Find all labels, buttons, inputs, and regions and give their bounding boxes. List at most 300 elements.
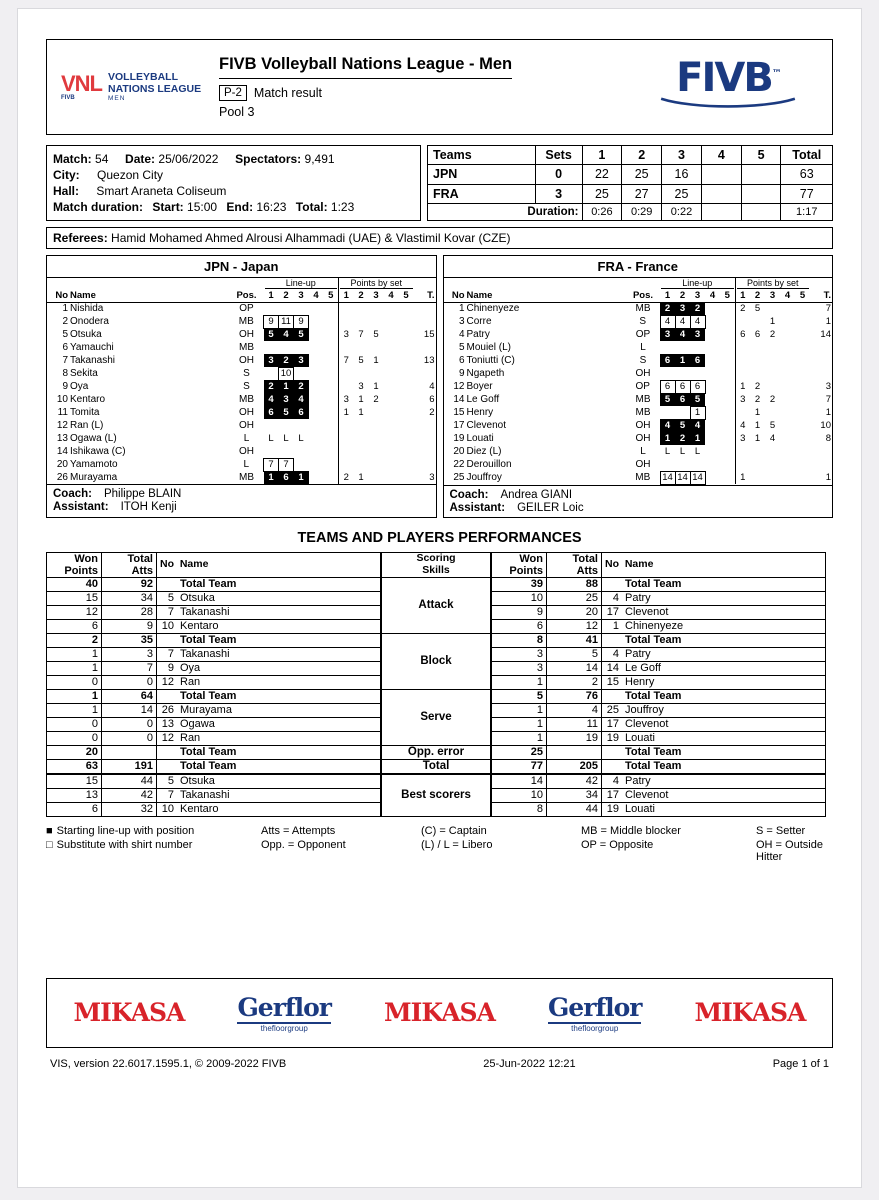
points-cell xyxy=(369,341,384,354)
performance-player: Total Team xyxy=(602,689,826,703)
total-atts-value: 9 xyxy=(102,619,157,633)
player-name: Ran (L) xyxy=(70,420,104,431)
legend-op: OP = Opposite xyxy=(581,838,654,851)
performance-row xyxy=(492,605,826,619)
won-points-value: 1 xyxy=(47,689,102,703)
won-points-value: 1 xyxy=(47,703,102,717)
performance-row xyxy=(47,689,381,703)
team-roster-home xyxy=(46,255,437,518)
total-atts-value: 34 xyxy=(102,591,157,605)
points-cell: 2 xyxy=(769,394,776,405)
page-title: FIVB Volleyball Nations League - Men xyxy=(219,55,512,79)
fivb-swoosh-icon xyxy=(648,97,808,109)
total-atts-value: 76 xyxy=(547,689,602,703)
player-number: 22 xyxy=(453,459,465,470)
player-name: Boyer xyxy=(466,381,493,392)
points-cell xyxy=(795,406,810,419)
points-cell xyxy=(369,302,384,315)
player-number: 15 xyxy=(453,407,465,418)
lineup-cell: 2 xyxy=(279,354,294,367)
points-cell: 2 xyxy=(339,471,354,484)
player-name-header: No Name xyxy=(157,552,381,577)
roster-row xyxy=(444,380,833,393)
roster-row xyxy=(47,302,436,315)
performance-player: 12 Ran xyxy=(157,675,381,689)
lineup-cell xyxy=(720,458,735,471)
won-points-value: 1 xyxy=(492,731,547,745)
performance-player: 17 Clevenot xyxy=(602,605,826,619)
points-cell xyxy=(750,445,765,458)
sponsor-gerflor-1: Gerflor thefloorgroup xyxy=(237,992,331,1033)
points-cell xyxy=(735,315,750,328)
lineup-cell: 3 xyxy=(660,328,675,341)
points-cell xyxy=(750,341,765,354)
player-number: 8 xyxy=(62,368,68,379)
lineup-cell xyxy=(279,445,294,458)
points-total xyxy=(414,367,436,380)
lineup-cell: 5 xyxy=(264,328,279,341)
player-name: Henry xyxy=(466,407,494,418)
lineup-cell: 7 xyxy=(279,458,294,471)
best-scorer-row xyxy=(492,788,826,802)
points-cell xyxy=(354,367,369,380)
points-cell xyxy=(780,328,795,341)
won-points-header: Won Points xyxy=(47,552,102,577)
best-scorer-player: 7 Takanashi xyxy=(157,788,381,802)
roster-row xyxy=(47,458,436,471)
player-position: OH xyxy=(635,459,651,470)
player-position: OH xyxy=(239,420,254,431)
lineup-cell xyxy=(660,341,675,354)
lineup-cell xyxy=(309,302,324,315)
performance-row xyxy=(47,675,381,689)
points-cell: 1 xyxy=(358,407,364,418)
lineup-cell xyxy=(309,341,324,354)
player-number: 13 xyxy=(56,433,68,444)
lineup-cell: L xyxy=(679,446,686,457)
player-number: 10 xyxy=(56,394,68,405)
lineup-cell: 5 xyxy=(675,419,690,432)
roster-row xyxy=(444,432,833,445)
points-cell: 1 xyxy=(754,407,761,418)
player-number: 20 xyxy=(453,446,465,457)
points-total: 2 xyxy=(429,407,435,418)
lineup-cell: 5 xyxy=(690,393,705,406)
lineup-cell: L xyxy=(283,433,289,444)
total-atts-value: 2 xyxy=(547,675,602,689)
total-atts-header: Total Atts xyxy=(102,552,157,577)
roster-row xyxy=(444,367,833,380)
performance-table-away xyxy=(491,552,826,774)
player-position: OP xyxy=(635,381,650,392)
roster-row xyxy=(444,419,833,432)
legend-oh: OH = Outside Hitter xyxy=(756,838,823,863)
points-cell: 4 xyxy=(735,419,750,432)
points-total xyxy=(414,419,436,432)
scoring-skills-label: Scoring Skills xyxy=(382,552,491,577)
player-name: Derouillon xyxy=(466,459,512,470)
player-number: 26 xyxy=(56,472,68,483)
roster-row xyxy=(47,445,436,458)
best-scorer-row xyxy=(492,802,826,816)
points-cell: 5 xyxy=(373,329,379,340)
player-name: Mouiel (L) xyxy=(466,342,511,353)
performance-row xyxy=(47,731,381,745)
total-atts-value: 34 xyxy=(547,788,602,802)
points-cell xyxy=(384,445,399,458)
referees-box: Referees: Hamid Mohamed Ahmed Alrousi Alhammadi (UAE) & Vlastimil Kovar (CZE) xyxy=(46,227,833,249)
points-cell xyxy=(399,393,414,406)
performance-row xyxy=(47,619,381,633)
points-cell xyxy=(369,445,384,458)
player-name: Corre xyxy=(466,316,492,327)
performance-row xyxy=(492,731,826,745)
player-number: 11 xyxy=(57,407,68,418)
player-number: 12 xyxy=(453,381,465,392)
points-cell xyxy=(750,458,765,471)
player-number: 5 xyxy=(62,329,68,340)
lineup-cell xyxy=(660,406,675,419)
points-cell xyxy=(795,341,810,354)
lineup-cell: 9 xyxy=(264,315,279,328)
points-total: 4 xyxy=(429,381,435,392)
performance-total-row xyxy=(492,759,826,773)
player-number: 1 xyxy=(62,303,68,315)
player-position: MB xyxy=(635,303,651,315)
player-position: MB xyxy=(238,316,254,327)
roster-row xyxy=(47,367,436,380)
won-points-value: 14 xyxy=(492,774,547,788)
player-name: Clevenot xyxy=(466,420,506,431)
legend-setter: S = Setter xyxy=(756,824,806,837)
points-total xyxy=(414,341,436,354)
lineup-cell xyxy=(279,302,294,315)
points-total: 10 xyxy=(820,420,831,431)
points-cell xyxy=(780,341,795,354)
skill-label: Attack xyxy=(382,577,491,633)
lineup-cell: 6 xyxy=(294,406,309,419)
points-cell xyxy=(735,341,750,354)
total-atts-value xyxy=(102,745,157,759)
legend-substitute: □ Substitute with shirt number xyxy=(46,839,261,863)
lineup-cell xyxy=(309,445,324,458)
lineup-cell xyxy=(660,367,675,380)
lineup-cell xyxy=(720,445,735,458)
best-scorer-row xyxy=(47,802,381,816)
legend-starting: ■ Starting line-up with position xyxy=(46,825,261,837)
roster-row xyxy=(444,354,833,367)
lineup-cell xyxy=(324,380,339,393)
points-cell xyxy=(339,315,354,328)
points-cell: 3 xyxy=(735,432,750,445)
total-atts-value: 7 xyxy=(102,661,157,675)
lineup-cell: 6 xyxy=(675,393,690,406)
player-name: Otsuka xyxy=(70,329,102,340)
vnl-logo xyxy=(61,71,211,103)
performance-opp-error-row xyxy=(47,745,381,759)
points-cell xyxy=(795,302,810,315)
lineup-cell: 9 xyxy=(294,315,309,328)
performance-row xyxy=(47,703,381,717)
legend-opp: Opp. = Opponent xyxy=(261,838,346,851)
best-scorer-player: 19 Louati xyxy=(602,802,826,816)
lineup-cell: 2 xyxy=(675,432,690,445)
performance-player: 4 Patry xyxy=(602,647,826,661)
total-atts-header: Total Atts xyxy=(547,552,602,577)
lineup-cell xyxy=(309,419,324,432)
lineup-cell: 14 xyxy=(675,471,690,484)
roster-row xyxy=(444,315,833,328)
total-atts-value: 35 xyxy=(102,633,157,647)
lineup-cell xyxy=(705,445,720,458)
performance-player: 13 Ogawa xyxy=(157,717,381,731)
won-points-value: 8 xyxy=(492,633,547,647)
player-name: Louati xyxy=(466,433,494,444)
points-cell xyxy=(780,406,795,419)
performance-row xyxy=(492,647,826,661)
lineup-cell: 4 xyxy=(675,328,690,341)
points-cell xyxy=(339,432,354,445)
document-code: P-2 xyxy=(219,85,247,101)
points-cell xyxy=(795,458,810,471)
best-scorers-label-cell xyxy=(381,774,491,817)
player-position: S xyxy=(243,381,250,392)
total-atts-value: 41 xyxy=(547,633,602,647)
lineup-cell xyxy=(324,393,339,406)
performance-header-row xyxy=(47,552,381,577)
points-cell xyxy=(795,471,810,484)
points-cell xyxy=(369,406,384,419)
total-atts-value: 25 xyxy=(547,591,602,605)
total-atts-value: 88 xyxy=(547,577,602,591)
player-position: OP xyxy=(239,303,254,315)
points-cell: 1 xyxy=(373,381,379,392)
points-cell xyxy=(735,367,750,380)
legend-mb: MB = Middle blocker xyxy=(581,824,681,837)
lineup-cell xyxy=(324,341,339,354)
performance-row xyxy=(492,703,826,717)
points-cell xyxy=(399,315,414,328)
roster-row xyxy=(444,406,833,419)
points-cell xyxy=(765,471,780,484)
player-number: 14 xyxy=(453,394,465,405)
points-total: 6 xyxy=(429,394,435,405)
points-cell xyxy=(780,432,795,445)
points-cell: 4 xyxy=(769,433,776,444)
points-cell xyxy=(399,380,414,393)
vnl-wordmark: VOLLEYBALL NATIONS LEAGUE MEN xyxy=(108,71,202,103)
lineup-cell: 14 xyxy=(660,471,675,484)
lineup-cell: 1 xyxy=(690,432,705,445)
points-cell xyxy=(780,367,795,380)
performance-player: 12 Ran xyxy=(157,731,381,745)
points-cell xyxy=(399,432,414,445)
points-cell xyxy=(795,354,810,367)
performance-player: 5 Otsuka xyxy=(157,591,381,605)
lineup-cell: 1 xyxy=(660,432,675,445)
performance-player: 7 Takanashi xyxy=(157,647,381,661)
points-total xyxy=(810,341,832,354)
performance-row xyxy=(492,577,826,591)
points-cell xyxy=(339,445,354,458)
duration-line: Match duration: Start: 15:00 End: 16:23 Total: 1:23 xyxy=(53,200,355,214)
lineup-cell xyxy=(675,458,690,471)
lineup-cell xyxy=(294,341,309,354)
player-name: Onodera xyxy=(70,316,109,327)
points-cell xyxy=(384,328,399,341)
lineup-cell: 10 xyxy=(279,367,294,380)
coach-box-away: Coach: Andrea GIANI Assistant: GEILER Loic xyxy=(444,485,833,517)
performance-total-row xyxy=(47,759,381,773)
total-atts-value: 44 xyxy=(102,774,157,788)
pool-label: Pool 3 xyxy=(219,105,255,119)
points-cell xyxy=(399,458,414,471)
won-points-value: 1 xyxy=(47,661,102,675)
roster-row xyxy=(444,302,833,315)
points-cell xyxy=(354,419,369,432)
points-cell xyxy=(765,302,780,315)
lineup-cell xyxy=(309,393,324,406)
lineup-cell: 6 xyxy=(690,354,705,367)
lineup-cell xyxy=(720,406,735,419)
player-position: MB xyxy=(635,407,651,418)
roster-row xyxy=(47,380,436,393)
points-cell: 1 xyxy=(373,355,379,366)
lineup-cell: 1 xyxy=(279,380,294,393)
points-cell: 1 xyxy=(358,472,364,483)
points-cell xyxy=(735,354,750,367)
sets-score-table xyxy=(427,145,833,221)
performance-table-home xyxy=(46,552,381,774)
points-total xyxy=(414,302,436,315)
points-cell: 5 xyxy=(769,420,776,431)
points-total xyxy=(414,315,436,328)
points-cell: 1 xyxy=(339,406,354,419)
total-atts-value: 5 xyxy=(547,647,602,661)
points-cell xyxy=(339,367,354,380)
player-name: Takanashi xyxy=(70,355,116,366)
lineup-cell: 4 xyxy=(660,315,675,328)
points-cell xyxy=(780,445,795,458)
lineup-cell xyxy=(705,354,720,367)
won-points-value: 1 xyxy=(492,675,547,689)
points-cell xyxy=(384,458,399,471)
performance-row xyxy=(492,717,826,731)
lineup-cell xyxy=(324,432,339,445)
lineup-cell xyxy=(705,315,720,328)
skill-cell-row xyxy=(382,745,491,759)
points-cell xyxy=(765,367,780,380)
performance-row xyxy=(47,577,381,591)
page-footer xyxy=(46,1058,833,1070)
lineup-cell xyxy=(705,328,720,341)
player-number: 7 xyxy=(62,355,68,366)
total-atts-value: 11 xyxy=(547,717,602,731)
footer-printed: 25-Jun-2022 12:21 xyxy=(483,1057,576,1070)
lineup-cell xyxy=(705,302,720,315)
points-cell xyxy=(354,302,369,315)
skill-cell-row xyxy=(382,577,491,633)
player-position: S xyxy=(639,355,647,366)
total-atts-value: 64 xyxy=(102,689,157,703)
roster-row xyxy=(444,328,833,341)
sets-row-home: JPN 0 22 25 16 63 xyxy=(428,165,833,184)
match-info-row xyxy=(46,145,833,221)
points-cell: 7 xyxy=(339,354,354,367)
lineup-cell xyxy=(720,393,735,406)
lineup-cell: 4 xyxy=(660,419,675,432)
lineup-cell xyxy=(720,471,735,484)
points-total: 7 xyxy=(825,394,831,405)
lineup-cell xyxy=(324,419,339,432)
team-name-away: FRA - France xyxy=(444,256,833,278)
won-points-value: 9 xyxy=(492,605,547,619)
points-cell xyxy=(369,471,384,484)
points-cell xyxy=(399,445,414,458)
player-name: Nishida xyxy=(70,303,104,315)
won-points-value: 0 xyxy=(47,675,102,689)
sponsor-gerflor-2: Gerflor thefloorgroup xyxy=(547,992,642,1033)
points-cell xyxy=(795,367,810,380)
performance-player: 25 Jouffroy xyxy=(602,703,826,717)
lineup-cell: 5 xyxy=(279,406,294,419)
points-total: 13 xyxy=(423,355,435,366)
performance-player: Total Team xyxy=(157,759,381,773)
points-cell: 2 xyxy=(373,394,379,405)
total-atts-value: 19 xyxy=(547,731,602,745)
points-cell xyxy=(795,393,810,406)
skill-cell-row xyxy=(382,759,491,773)
total-atts-value: 44 xyxy=(547,802,602,816)
lineup-cell: 2 xyxy=(660,302,675,315)
player-position: MB xyxy=(239,472,254,483)
lineup-cell: 6 xyxy=(279,471,294,484)
player-name: Le Goff xyxy=(466,394,500,405)
best-scorer-player: 10 Kentaro xyxy=(157,802,381,816)
points-cell xyxy=(339,341,354,354)
points-cell xyxy=(354,315,369,328)
lineup-cell: 1 xyxy=(264,471,279,484)
roster-column-header: No Name Pos. 1 2 3 4 5 1 2 3 4 5 T. xyxy=(47,289,436,302)
lineup-cell xyxy=(705,406,720,419)
player-number: 19 xyxy=(453,433,465,444)
best-scorers-tables xyxy=(46,774,833,817)
skill-label: Opp. error xyxy=(382,745,491,759)
player-number: 1 xyxy=(458,303,465,315)
lineup-cell: 3 xyxy=(279,393,294,406)
points-cell xyxy=(384,367,399,380)
points-cell xyxy=(384,393,399,406)
performance-player: Total Team xyxy=(602,577,826,591)
points-cell xyxy=(765,445,780,458)
player-number: 25 xyxy=(453,472,465,483)
best-scorer-player: 5 Otsuka xyxy=(157,774,381,788)
lineup-cell: 14 xyxy=(690,471,705,484)
points-cell xyxy=(780,315,795,328)
lineup-cell xyxy=(264,341,279,354)
player-number: 6 xyxy=(458,355,465,366)
points-cell xyxy=(369,419,384,432)
won-points-value: 0 xyxy=(47,731,102,745)
performances-title: TEAMS AND PLAYERS PERFORMANCES xyxy=(297,529,582,546)
lineup-cell xyxy=(309,471,324,484)
points-total xyxy=(414,458,436,471)
lineup-cell: 4 xyxy=(690,315,705,328)
player-name: Oya xyxy=(70,381,89,392)
player-name: Ishikawa (C) xyxy=(70,446,126,457)
performance-player: 17 Clevenot xyxy=(602,717,826,731)
lineup-cell: 1 xyxy=(294,471,309,484)
